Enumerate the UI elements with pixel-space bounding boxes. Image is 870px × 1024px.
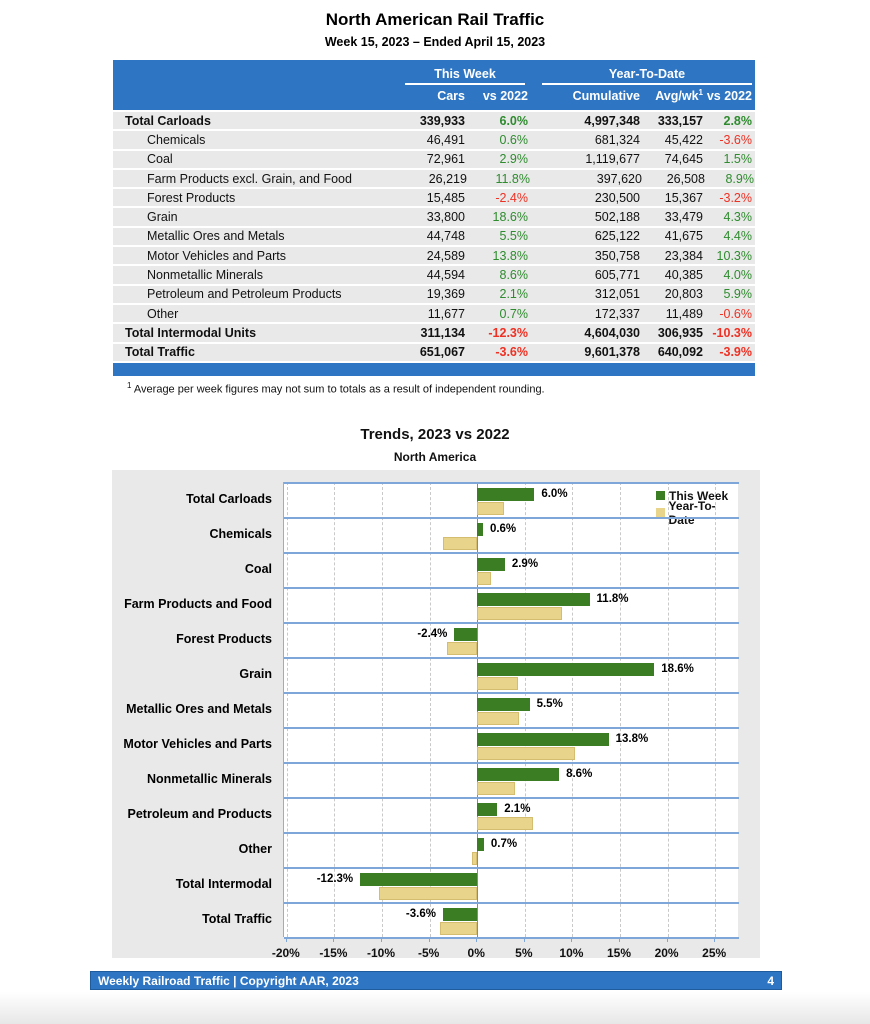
cell-tw: 0.7% — [499, 306, 528, 321]
cell-tw: -2.4% — [495, 190, 528, 205]
axis-tick — [429, 937, 430, 942]
axis-tick — [286, 937, 287, 942]
bar-year-to-date — [379, 887, 477, 900]
bar-value-label: 2.9% — [511, 558, 539, 570]
axis-tick — [571, 937, 572, 942]
cell-tw: 13.8% — [492, 248, 528, 263]
cell-avg: 306,935 — [657, 325, 703, 340]
chart-category-label: Forest Products — [176, 632, 272, 646]
cell-avg: 20,803 — [664, 287, 703, 302]
cell-tw: 6.0% — [499, 113, 528, 128]
row-label: Total Traffic — [125, 345, 195, 360]
axis-tick — [381, 937, 382, 942]
bar-value-label: -2.4% — [417, 628, 448, 640]
bar-year-to-date — [477, 677, 518, 690]
bar-value-label: 8.6% — [566, 768, 593, 780]
bar-value-label: 0.6% — [489, 523, 517, 535]
cell-tw: 11.8% — [495, 171, 530, 186]
table-bottom-band — [113, 363, 755, 376]
chart-category-label: Nonmetallic Minerals — [146, 772, 272, 786]
chart-row — [284, 832, 739, 867]
traffic-table — [113, 60, 755, 376]
cell-cum: 625,122 — [594, 229, 640, 244]
cell-cum: 1,119,677 — [585, 152, 640, 167]
bar-this-week — [477, 593, 589, 606]
row-label: Coal — [147, 152, 173, 167]
axis-tick — [714, 937, 715, 942]
cell-ytd: 4.3% — [723, 210, 752, 225]
cell-ytd: -0.6% — [719, 306, 752, 321]
table-row — [113, 170, 755, 187]
chart-row — [284, 517, 739, 552]
axis-tick-label: 10% — [559, 946, 584, 960]
cell-avg: 41,675 — [664, 229, 703, 244]
footnote-marker: 1 — [127, 381, 132, 390]
row-label: Total Carloads — [125, 113, 211, 128]
axis-tick-label: -15% — [319, 946, 348, 960]
cell-avg: 74,645 — [664, 152, 703, 167]
row-label: Motor Vehicles and Parts — [147, 248, 286, 263]
cell-tw: 2.9% — [499, 152, 528, 167]
cell-avg: 33,479 — [664, 210, 703, 225]
cell-cum: 172,337 — [594, 306, 640, 321]
bar-year-to-date — [477, 502, 504, 515]
cell-avg: 640,092 — [657, 345, 703, 360]
cell-ytd: 2.8% — [723, 113, 752, 128]
bar-this-week — [477, 838, 484, 851]
axis-tick-label: 0% — [467, 946, 485, 960]
cell-cum: 230,500 — [594, 190, 640, 205]
chart-plot-area — [283, 482, 738, 937]
cell-tw: 5.5% — [499, 229, 528, 244]
footnote-text: Average per week figures may not sum to totals as a result of independent rounding. — [133, 383, 545, 396]
chart-category-label: Motor Vehicles and Parts — [123, 737, 272, 751]
bar-this-week — [477, 803, 497, 816]
chart-row — [284, 552, 739, 587]
cell-tw: 0.6% — [499, 132, 528, 147]
cell-cars: 19,369 — [426, 287, 465, 302]
bar-this-week — [477, 663, 654, 676]
cell-tw: 2.1% — [499, 287, 528, 302]
row-label: Grain — [147, 210, 178, 225]
table-row — [113, 151, 755, 168]
row-label: Farm Products excl. Grain, and Food — [147, 171, 352, 186]
chart-category-label: Chemicals — [209, 527, 272, 541]
cell-cum: 4,997,348 — [584, 113, 640, 128]
axis-tick-label: 25% — [702, 946, 727, 960]
cell-avg: 26,508 — [666, 171, 705, 186]
cell-ytd: 5.9% — [723, 287, 752, 302]
bar-this-week — [477, 768, 559, 781]
cell-avg: 23,384 — [664, 248, 703, 263]
bar-year-to-date — [440, 922, 477, 935]
chart-category-label: Metallic Ores and Metals — [126, 702, 272, 716]
chart-category-label: Farm Products and Food — [124, 597, 272, 611]
avgwk-footnote-marker: 1 — [698, 87, 703, 97]
table-row — [113, 324, 755, 341]
cell-ytd: 4.4% — [723, 229, 752, 244]
cell-avg: 11,489 — [665, 306, 703, 321]
bar-this-week — [477, 523, 483, 536]
cell-cum: 9,601,378 — [584, 345, 640, 360]
row-label: Petroleum and Petroleum Products — [147, 287, 342, 302]
chart-category-label: Petroleum and Products — [127, 807, 272, 821]
cell-ytd: -3.2% — [719, 190, 752, 205]
table-row — [113, 266, 755, 283]
bar-value-label: 5.5% — [536, 698, 563, 710]
cell-tw: 18.6% — [492, 210, 528, 225]
col-cumulative: Cumulative — [572, 88, 640, 103]
bar-value-label: 2.1% — [504, 803, 531, 815]
col-vs2022-week: vs 2022 — [482, 88, 528, 103]
footer-page-number: 4 — [767, 973, 774, 988]
table-body — [113, 112, 755, 361]
bar-this-week — [454, 628, 477, 641]
cell-cars: 72,961 — [426, 152, 465, 167]
cell-cars: 311,134 — [420, 325, 465, 340]
bar-year-to-date — [443, 537, 477, 550]
bar-this-week — [477, 733, 608, 746]
table-row — [113, 131, 755, 148]
table-row — [113, 228, 755, 245]
bar-year-to-date — [477, 817, 533, 830]
cell-cum: 397,620 — [596, 171, 642, 186]
table-row — [113, 286, 755, 303]
cell-cars: 24,589 — [426, 248, 465, 263]
cell-ytd: 4.0% — [723, 268, 752, 283]
cell-ytd: -3.9% — [719, 345, 752, 360]
axis-tick-label: 15% — [606, 946, 632, 960]
bar-this-week — [477, 698, 529, 711]
trends-chart — [112, 470, 760, 958]
axis-tick — [333, 937, 334, 942]
col-vs2022-ytd: vs 2022 — [706, 88, 752, 103]
bar-value-label: 11.8% — [596, 593, 629, 605]
table-row — [113, 112, 755, 129]
bar-value-label: -12.3% — [316, 873, 354, 885]
bar-year-to-date — [472, 852, 478, 865]
bar-value-label: 13.8% — [615, 733, 649, 745]
cell-cars: 44,594 — [426, 268, 465, 283]
group-year-to-date-label: Year-To-Date — [542, 67, 752, 85]
cell-cum: 681,324 — [594, 132, 640, 147]
chart-row — [284, 692, 739, 727]
chart-row — [284, 587, 739, 622]
axis-tick — [524, 937, 525, 942]
bar-value-label: 6.0% — [541, 488, 568, 500]
cell-cum: 312,051 — [594, 287, 640, 302]
bar-year-to-date — [477, 607, 562, 620]
chart-category-label: Other — [238, 842, 272, 856]
group-year-to-date — [525, 60, 755, 85]
bar-this-week — [477, 558, 505, 571]
cell-cars: 651,067 — [419, 345, 465, 360]
cell-ytd: 1.5% — [723, 152, 752, 167]
chart-row — [284, 622, 739, 657]
bar-year-to-date — [477, 712, 519, 725]
bar-year-to-date — [447, 642, 477, 655]
col-cars: Cars — [437, 88, 465, 103]
table-row — [113, 247, 755, 264]
cell-cum: 502,188 — [594, 210, 640, 225]
row-label: Nonmetallic Minerals — [147, 268, 264, 283]
group-this-week — [347, 60, 525, 85]
bar-this-week — [360, 873, 477, 886]
bar-this-week — [443, 908, 477, 921]
table-footnote — [127, 381, 545, 396]
legend-year-to-date-label: Year-To-Date — [668, 498, 716, 527]
cell-avg: 45,422 — [664, 132, 703, 147]
cell-tw: -3.6% — [495, 345, 528, 360]
axis-tick-label: -10% — [367, 946, 396, 960]
page-title: North American Rail Traffic — [325, 10, 545, 29]
cell-avg: 333,157 — [657, 113, 703, 128]
cell-ytd: 8.9% — [725, 171, 754, 186]
axis-tick-label: -5% — [417, 946, 440, 960]
cell-tw: -12.3% — [488, 325, 528, 340]
page-subtitle: Week 15, 2023 – Ended April 15, 2023 — [324, 35, 546, 49]
chart-row — [284, 657, 739, 692]
chart-row — [284, 867, 739, 902]
chart-row — [284, 762, 739, 797]
cell-cars: 11,677 — [427, 306, 465, 321]
row-label: Total Intermodal Units — [125, 325, 257, 340]
chart-category-label: Total Traffic — [202, 912, 272, 926]
cell-cars: 46,491 — [426, 132, 465, 147]
bar-year-to-date — [477, 782, 515, 795]
chart-title: Trends, 2023 vs 2022 — [360, 426, 510, 443]
chart-row — [284, 482, 739, 517]
row-label: Chemicals — [147, 132, 206, 147]
col-avgwk: Avg/$wk^1$ — [655, 87, 703, 104]
row-label: Metallic Ores and Metals — [147, 229, 285, 244]
row-label: Forest Products — [147, 190, 236, 205]
cell-cum: 350,758 — [594, 248, 640, 263]
bar-this-week — [477, 488, 534, 501]
chart-category-label: Grain — [239, 667, 272, 681]
cell-cars: 15,485 — [426, 190, 465, 205]
chart-row — [284, 902, 739, 937]
cell-cars: 339,933 — [419, 113, 465, 128]
axis-tick — [476, 937, 477, 942]
axis-tick-label: 5% — [515, 946, 533, 960]
axis-tick-label: -20% — [271, 946, 300, 960]
row-label: Other — [147, 306, 179, 321]
chart-row — [284, 797, 739, 832]
cell-cars: 26,219 — [428, 171, 467, 186]
bar-year-to-date — [477, 747, 575, 760]
cell-avg: 40,385 — [664, 268, 703, 283]
axis-tick-label: 20% — [654, 946, 679, 960]
cell-ytd: 10.3% — [716, 248, 752, 263]
chart-subtitle: North America — [393, 450, 477, 464]
bar-value-label: 0.7% — [490, 838, 518, 850]
chart-category-label: Total Carloads — [186, 492, 272, 506]
footer-bar — [90, 971, 782, 990]
chart-row — [284, 727, 739, 762]
cell-cars: 44,748 — [426, 229, 465, 244]
bar-year-to-date — [477, 572, 491, 585]
table-row — [113, 208, 755, 225]
axis-tick — [619, 937, 620, 942]
group-this-week-label: This Week — [405, 67, 525, 85]
chart-category-label: Coal — [244, 562, 272, 576]
cell-avg: 15,367 — [664, 190, 703, 205]
table-row — [113, 344, 755, 361]
cell-ytd: -10.3% — [712, 325, 752, 340]
cell-tw: 8.6% — [499, 268, 528, 283]
header-spacer — [113, 60, 347, 85]
bar-value-label: 18.6% — [661, 663, 694, 675]
cell-cum: 605,771 — [594, 268, 640, 283]
cell-cum: 4,604,030 — [584, 325, 640, 340]
bar-value-label: -3.6% — [405, 908, 436, 920]
cell-cars: 33,800 — [426, 210, 465, 225]
page-bottom-fade — [0, 992, 870, 1024]
cell-ytd: -3.6% — [719, 132, 752, 147]
chart-category-label: Total Intermodal — [175, 877, 272, 891]
plot-bottom-border — [284, 937, 739, 939]
axis-tick — [667, 937, 668, 942]
table-header — [113, 60, 755, 110]
table-row — [113, 189, 755, 206]
footer-text: Weekly Railroad Traffic | Copyright AAR, 2023 — [98, 973, 359, 988]
table-row — [113, 305, 755, 322]
legend-this-week-label: This Week — [669, 488, 729, 503]
